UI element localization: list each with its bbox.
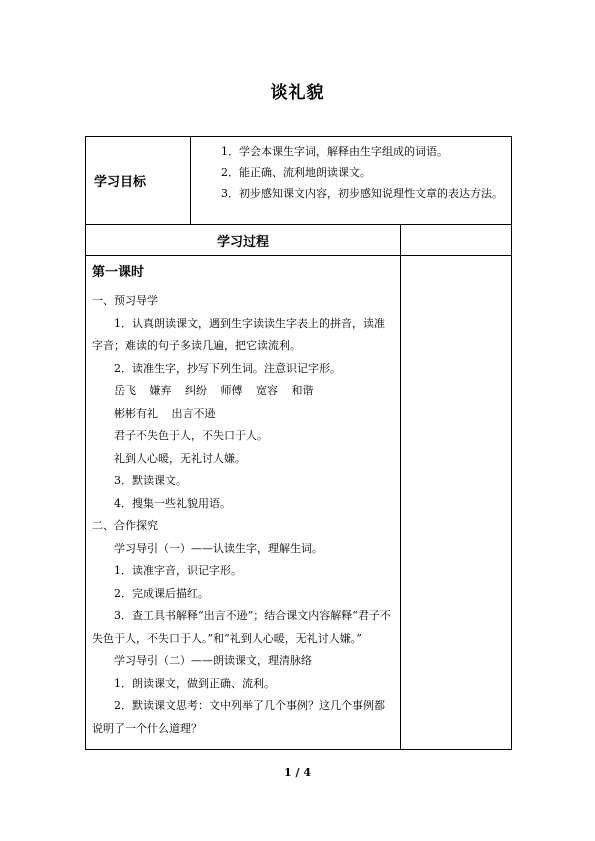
guide-2: 学习导引（二）——朗读课文，理清脉络 (114, 654, 312, 667)
page-title: 谈礼貌 (270, 83, 325, 103)
word: 岳飞 (114, 384, 136, 397)
g1-item-3: 3．查工具书解释“出言不逊”；结合课文内容解释“君子不失色于人，不失口于人。”和“礼到人心暖，无礼讨人嫌。” (92, 609, 391, 645)
word: 师傅 (220, 384, 243, 397)
lesson-title: 第一课时 (92, 265, 145, 280)
process-side-column (401, 256, 512, 750)
word: 纠纷 (185, 384, 207, 397)
goal-item-2: 2．能正确、流利地朗读课文。 (221, 166, 371, 179)
word: 宽容 (256, 384, 278, 397)
process-content (86, 256, 401, 750)
process-side-header (401, 225, 512, 256)
words-row-2 (92, 403, 394, 426)
phrase-1: 君子不失色于人，不失口于人。 (114, 429, 268, 442)
words-row-1 (92, 380, 394, 403)
goals-label: 学习目标 (86, 137, 191, 225)
s1-item-4: 4．搜集一些礼貌用语。 (114, 496, 231, 510)
g2-item-2: 2．默读课文思考：文中列举了几个事例？这几个事例都说明了一个什么道理？ (92, 699, 385, 735)
goal-item-3: 3．初步感知课文内容，初步感知说理性文章的表达方法。 (221, 187, 503, 200)
word: 彬彬有礼 (114, 406, 158, 420)
word: 和谐 (291, 384, 314, 397)
s1-item-2: 2．读准生字，抄写下列生词。注意识记字形。 (114, 361, 341, 375)
word: 嫌弃 (149, 384, 172, 397)
word: 出言不逊 (171, 406, 216, 420)
process-header: 学习过程 (86, 225, 401, 256)
page-number: 1 / 4 (284, 766, 311, 779)
lesson-table (85, 136, 512, 750)
guide-1: 学习导引（一）——认读生字，理解生词。 (114, 541, 323, 555)
s1-item-1: 1．认真朗读课文，遇到生字读读生字表上的拼音，读准字音；难读的句子多读几遍，把它读流利。 (92, 316, 385, 352)
goals-cell (191, 137, 512, 225)
section-2-heading: 二、合作探究 (92, 519, 158, 532)
phrase-2: 礼到人心暖，无礼讨人嫌。 (114, 451, 246, 465)
g2-item-1: 1．朗读课文，做到正确、流利。 (114, 676, 275, 690)
g1-item-1: 1．读准字音，识记字形。 (114, 564, 242, 577)
section-1-heading: 一、预习导学 (92, 294, 158, 307)
s1-item-3: 3．默读课文。 (114, 474, 187, 487)
goal-item-1: 1．学会本课生字词，解释由生字组成的词语。 (221, 145, 448, 158)
g1-item-2: 2．完成课后描红。 (114, 586, 209, 600)
